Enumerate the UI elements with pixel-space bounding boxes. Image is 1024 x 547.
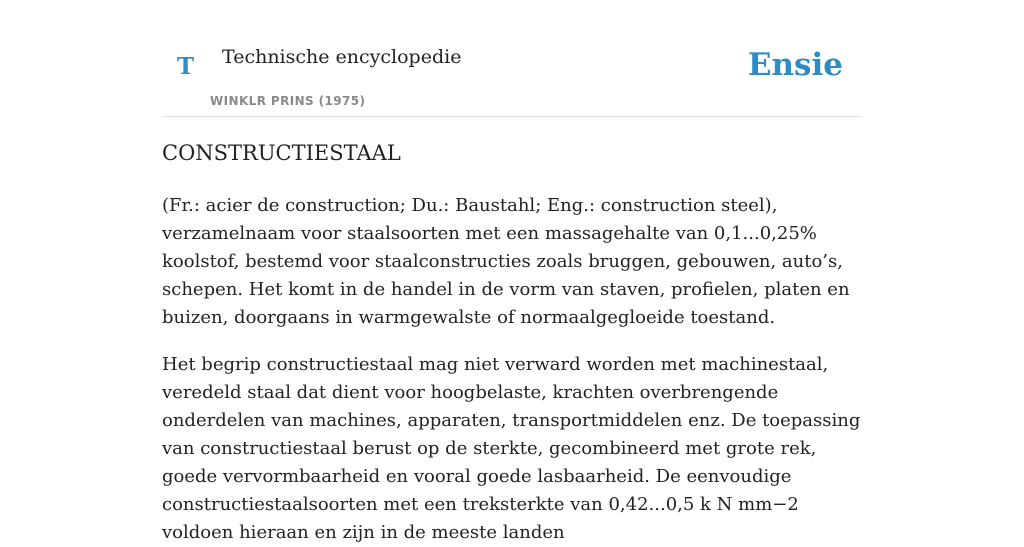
ensie-logo[interactable]: Ensie: [747, 47, 843, 83]
encyclopedia-letter-icon[interactable]: T: [177, 53, 195, 80]
source-label: WINKLR PRINS (1975): [210, 94, 366, 108]
page-container: [162, 0, 862, 543]
article-title: CONSTRUCTIESTAAL: [162, 141, 401, 165]
page-header: [162, 0, 862, 117]
encyclopedia-title-link[interactable]: Technische encyclopedie: [222, 46, 462, 68]
article-paragraph-2: Het begrip constructiestaal mag niet verward worden met machinestaal, veredeld staal dat dient voor hoogbelaste, krachten overbrengende onderdelen van machines, apparaten, transportmiddelen enz. De toepassing van constructiestaal berust op de sterkte, gecombineerd met grote rek, goede vervormbaarheid en vooral goede lasbaarheid. De eenvoudige constructiestaalsoorten met een treksterkte van 0,42...0,5 k N mm−2 voldoen hieraan en zijn in de meeste landen: [162, 354, 861, 543]
article-paragraph-1: (Fr.: acier de construction; Du.: Baustahl; Eng.: construction steel), verzamelnaam voor staalsoorten met een massagehalte van 0,1...0,25% koolstof, bestemd voor staalconstructies zoals bruggen, gebouwen, auto’s, schepen. Het komt in de handel in de vorm van staven, profielen, platen en buizen, doorgaans in warmgewalste of normaalgegloeide toestand.: [162, 195, 850, 328]
